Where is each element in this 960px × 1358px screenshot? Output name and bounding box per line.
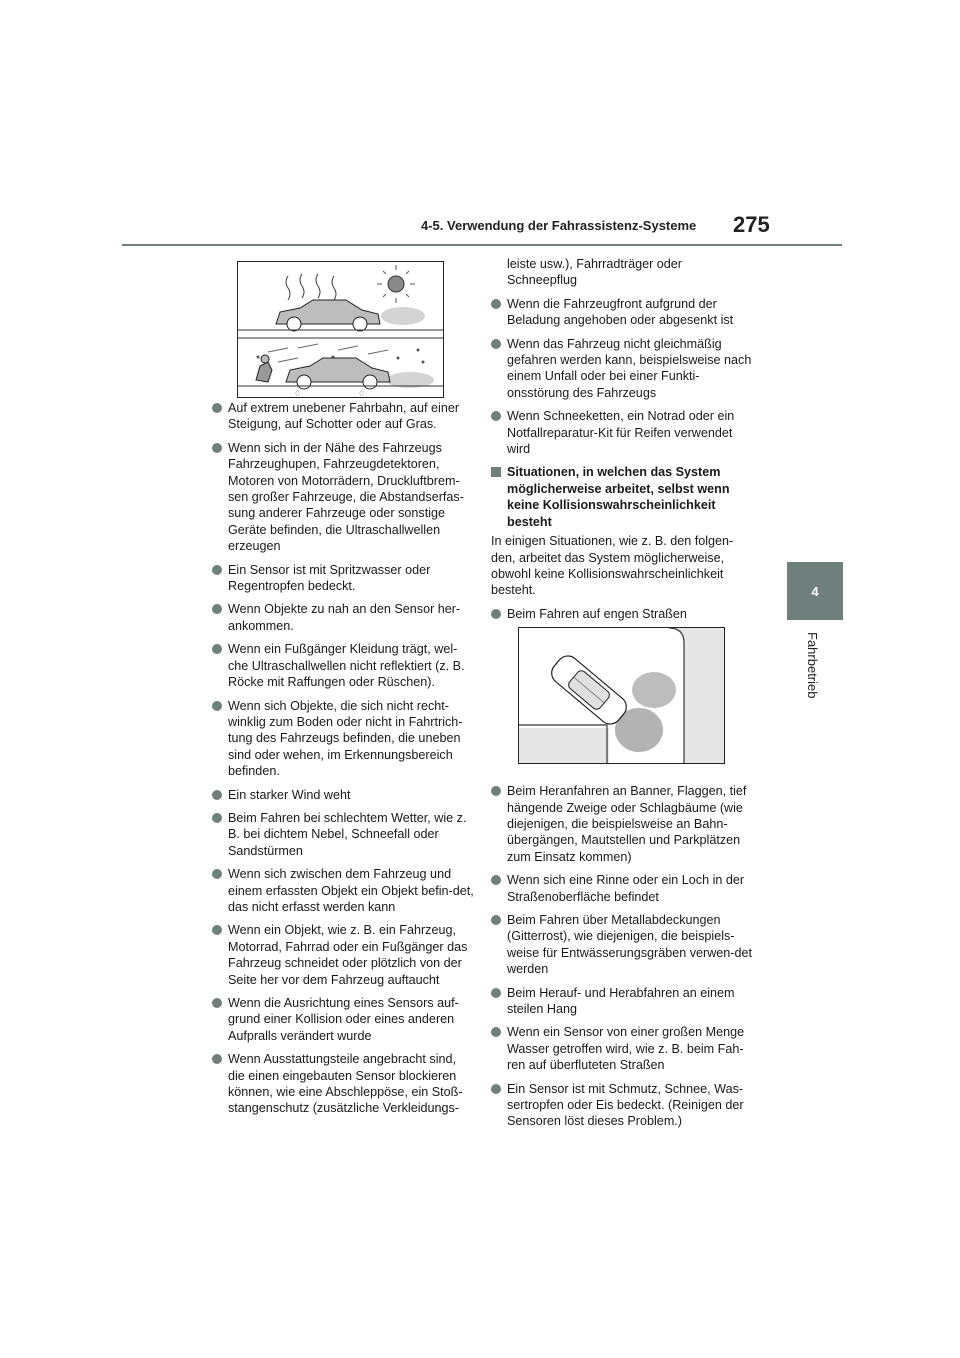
list-item: Auf extrem unebener Fahrbahn, auf einer Steigung, auf Schotter oder auf Gras. <box>212 400 474 433</box>
section-heading: Situationen, in welchen das System möglicherweise arbeitet, selbst wenn keine Kollisionswahrscheinlichkeit besteht <box>491 464 753 530</box>
list-item: Wenn das Fahrzeug nicht gleichmäßig gefahren werden kann, beispielsweise nach einem Unfall oder bei einer Funkti-onsstörung des Fahrzeugs <box>491 336 753 402</box>
bullet-icon <box>212 1054 222 1064</box>
bullet-icon <box>491 988 501 998</box>
list-item: Beim Herauf- und Herabfahren an einem steilen Hang <box>491 985 753 1018</box>
section-title: 4-5. Verwendung der Fahrassistenz-Systeme <box>421 218 697 233</box>
bullet-icon <box>491 609 501 619</box>
list-item: Wenn sich Objekte, die sich nicht recht-winklig zum Boden oder nicht in Fahrtrich-tung des Fahrzeugs befinden, die uneben sind oder wehen, im Erkennungsbereich befinden. <box>212 698 474 780</box>
header-rule <box>122 244 842 246</box>
bullet-icon <box>212 701 222 711</box>
bullet-icon <box>212 644 222 654</box>
bullet-icon <box>491 339 501 349</box>
list-item: Wenn ein Sensor von einer großen Menge Wasser getroffen wird, wie z. B. beim Fah-ren auf überfluteten Straßen <box>491 1024 753 1073</box>
page-number: 275 <box>733 212 770 237</box>
chapter-label: Fahrbetrieb <box>805 632 820 699</box>
bullet-icon <box>491 299 501 309</box>
list-item: Wenn Ausstattungsteile angebracht sind, die einen eingebauten Sensor blockieren können, wie eine Abschleppöse, ein Stoß-stangenschutz (zusätzliche Verkleidungs- <box>212 1051 474 1117</box>
chapter-tab[interactable] <box>787 562 843 620</box>
list-item: Wenn Schneeketten, ein Notrad oder ein Notfallreparatur-Kit für Reifen verwendet wird <box>491 408 753 457</box>
bullet-icon <box>212 813 222 823</box>
list-item: Ein starker Wind weht <box>212 787 474 803</box>
bullet-icon <box>491 411 501 421</box>
narrow-road-illustration <box>518 627 725 764</box>
bullet-icon <box>491 875 501 885</box>
left-column <box>212 400 474 1124</box>
bullet-icon <box>212 790 222 800</box>
bullet-icon <box>491 915 501 925</box>
list-item: Wenn Objekte zu nah an den Sensor her-ankommen. <box>212 601 474 634</box>
bullet-icon <box>212 998 222 1008</box>
list-item: Wenn ein Objekt, wie z. B. ein Fahrzeug, Motorrad, Fahrrad oder ein Fußgänger das Fahrzeug schneidet oder plötzlich von der Seite her vor dem Fahrzeug auftaucht <box>212 922 474 988</box>
bullet-icon <box>491 1027 501 1037</box>
chapter-number: 4 <box>811 583 819 599</box>
list-item: Wenn sich eine Rinne oder ein Loch in der Straßenoberfläche befindet <box>491 872 753 905</box>
list-item: Wenn sich zwischen dem Fahrzeug und einem erfassten Objekt ein Objekt befin-det, das nicht erfasst werden kann <box>212 866 474 915</box>
bullet-icon <box>212 565 222 575</box>
bullet-icon <box>212 403 222 413</box>
bullet-icon <box>212 925 222 935</box>
list-item: Wenn sich in der Nähe des Fahrzeugs Fahrzeughupen, Fahrzeugdetektoren, Motoren von Motorrädern, Druckluftbrem-sen großer Fahrzeuge, die Abstandserfas-sung anderer Fahrzeuge oder sonstige Geräte befinden, die Ultraschallwellen erzeugen <box>212 440 474 555</box>
intro-paragraph: In einigen Situationen, wie z. B. den folgen-den, arbeitet das System möglicherweise, obwohl keine Kollisionswahrscheinlichkeit besteht. <box>491 534 734 598</box>
list-item: Wenn ein Fußgänger Kleidung trägt, wel-che Ultraschallwellen nicht reflektiert (z. B. Röcke mit Raffungen oder Rüschen). <box>212 641 474 690</box>
square-bullet-icon <box>491 467 501 477</box>
list-item: Beim Fahren bei schlechtem Wetter, wie z. B. bei dichtem Nebel, Schneefall oder Sandstürmen <box>212 810 474 859</box>
list-item: Wenn die Ausrichtung eines Sensors auf-grund einer Kollision oder eines anderen Aufpralls verändert wurde <box>212 995 474 1044</box>
list-item: Ein Sensor ist mit Schmutz, Schnee, Was-sertropfen oder Eis bedeckt. (Reinigen der Sensoren löst dieses Problem.) <box>491 1081 753 1130</box>
list-item: Beim Fahren über Metallabdeckungen (Gitterrost), wie diejenigen, die beispiels-weise für Entwässerungsgräben verwen-det werden <box>491 912 753 978</box>
bullet-icon <box>212 869 222 879</box>
bullet-icon <box>212 604 222 614</box>
bullet-icon <box>491 786 501 796</box>
list-item: Ein Sensor ist mit Spritzwasser oder Regentropfen bedeckt. <box>212 562 474 595</box>
list-item: Beim Fahren auf engen Straßen <box>491 606 753 622</box>
bullet-icon <box>212 443 222 453</box>
svg-text:♢: ♢ <box>294 389 302 397</box>
bullet-icon <box>491 1084 501 1094</box>
weather-illustration <box>237 261 444 398</box>
continuation-text: leiste usw.), Fahrradträger oder Schneepflug <box>507 257 682 288</box>
svg-text:♢: ♢ <box>358 389 366 397</box>
list-item: Wenn die Fahrzeugfront aufgrund der Beladung angehoben oder abgesenkt ist <box>491 296 753 329</box>
list-item: Beim Heranfahren an Banner, Flaggen, tief hängende Zweige oder Schlagbäume (wie diejenigen, die beispielsweise an Bahn-übergängen, Mautstellen und Parkplätzen zum Einsatz kommen) <box>491 783 753 865</box>
